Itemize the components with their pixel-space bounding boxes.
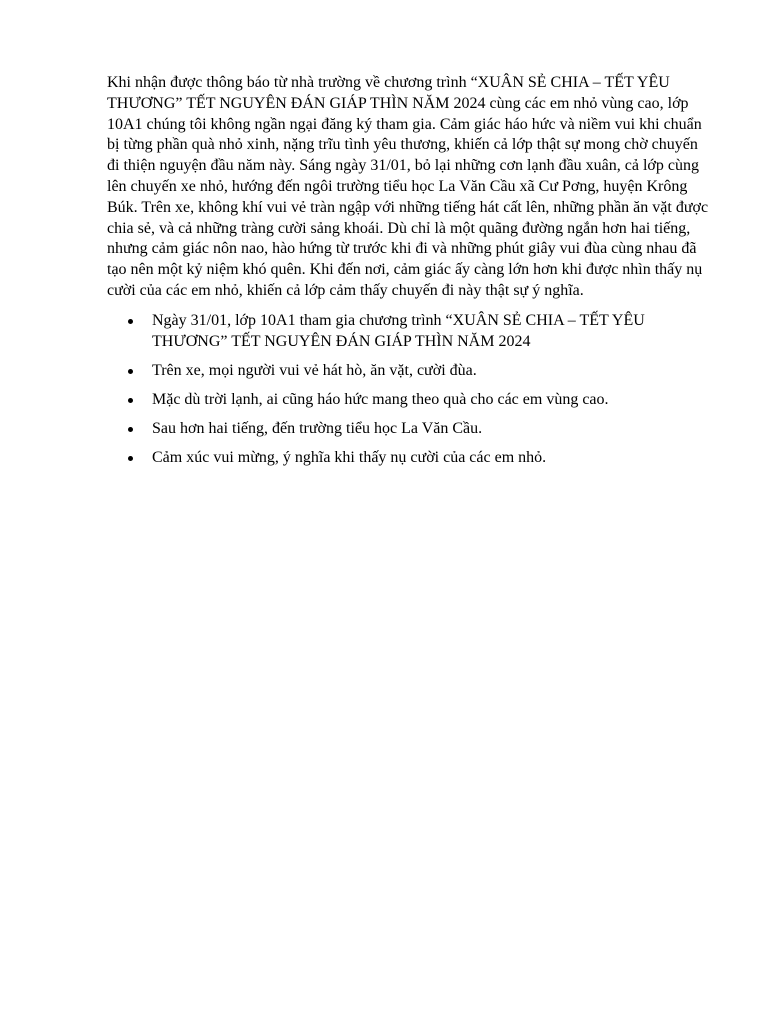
list-item bbox=[107, 360, 713, 381]
list-item-text: Cảm xúc vui mừng, ý nghĩa khi thấy nụ cười của các em nhỏ. bbox=[152, 448, 547, 466]
list-item-text: Mặc dù trời lạnh, ai cũng háo hức mang theo quà cho các em vùng cao. bbox=[152, 390, 609, 408]
list-item-text: Trên xe, mọi người vui vẻ hát hò, ăn vặt, cười đùa. bbox=[152, 361, 477, 379]
list-item-text: Sau hơn hai tiếng, đến trường tiểu học La Văn Cầu. bbox=[152, 419, 483, 437]
list-item-text: Ngày 31/01, lớp 10A1 tham gia chương trình “XUÂN SẺ CHIA – TẾT YÊU THƯƠNG” TẾT NGUYÊN ĐÁN GIÁP THÌN NĂM 2024 bbox=[152, 311, 645, 350]
bullet-dot-icon bbox=[128, 319, 133, 324]
bullet-dot-icon bbox=[128, 398, 133, 403]
main-paragraph: Khi nhận được thông báo từ nhà trường về chương trình “XUÂN SẺ CHIA – TẾT YÊU THƯƠNG” TẾT NGUYÊN ĐÁN GIÁP THÌN NĂM 2024 cùng các em nhỏ vùng cao, lớp 10A1 chúng tôi không ngần ngại đăng ký tham gia. Cảm giác háo hức và niềm vui khi chuẩn bị từng phần quà nhỏ xinh, nặng trĩu tình yêu thương, khiến cả lớp thật sự mong chờ chuyến đi thiện nguyện đầu năm này. Sáng ngày 31/01, bỏ lại những cơn lạnh đầu xuân, cả lớp cùng lên chuyến xe nhỏ, hướng đến ngôi trường tiểu học La Văn Cầu xã Cư Pơng, huyện Krông Búk. Trên xe, không khí vui vẻ tràn ngập với những tiếng hát cất lên, những phần ăn vặt được chia sẻ, và cả những tràng cười sảng khoái. Dù chỉ là một quãng đường ngắn hơn hai tiếng, nhưng cảm giác nôn nao, hào hứng từ trước khi đi và những phút giây vui đùa cùng nhau đã tạo nên một kỷ niệm khó quên. Khi đến nơi, cảm giác ấy càng lớn hơn khi được nhìn thấy nụ cười của các em nhỏ, khiến cả lớp cảm thấy chuyến đi này thật sự ý nghĩa. bbox=[107, 74, 709, 299]
document-body bbox=[107, 73, 713, 476]
bullet-dot-icon bbox=[128, 369, 133, 374]
list-item bbox=[107, 418, 713, 439]
bullet-dot-icon bbox=[128, 427, 133, 432]
bullet-list bbox=[107, 310, 713, 468]
list-item bbox=[107, 447, 713, 468]
list-item bbox=[107, 310, 713, 352]
list-item bbox=[107, 389, 713, 410]
bullet-dot-icon bbox=[128, 456, 133, 461]
